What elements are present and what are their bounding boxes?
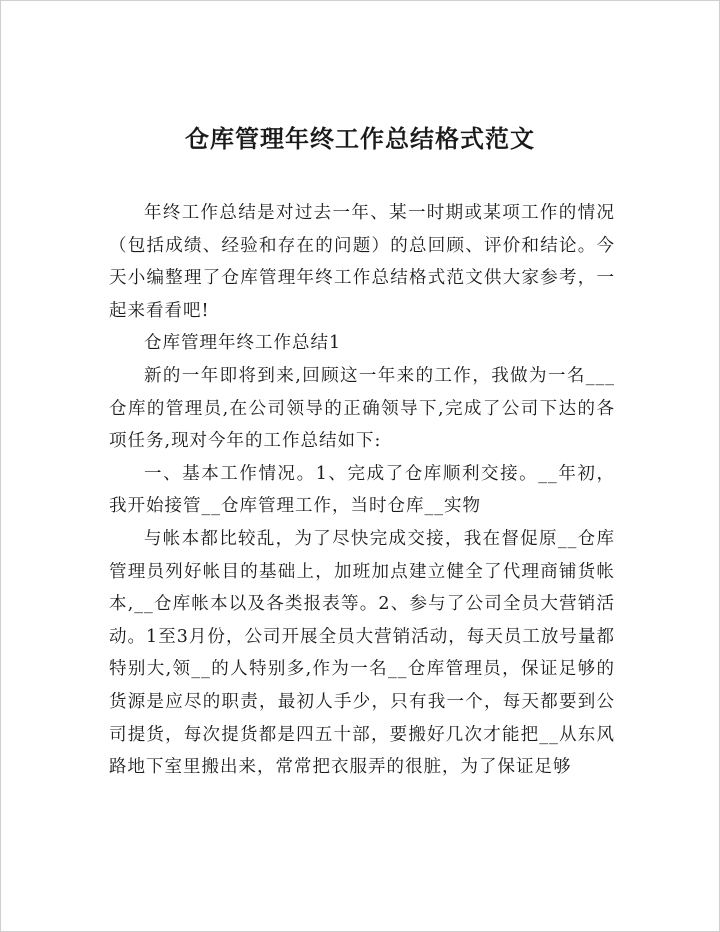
body-paragraph: 新的一年即将到来,回顾这一年来的工作，我做为一名___仓库的管理员,在公司领导的正确领导下,完成了公司下达的各项任务,现对今年的工作总结如下: — [109, 365, 615, 452]
section-heading: 仓库管理年终工作总结1 — [144, 333, 342, 354]
body-paragraph: 一、基本工作情况。1、完成了仓库顺利交接。__年初，我开始接管__仓库管理工作，当时仓库__实物 — [109, 463, 615, 517]
intro-paragraph: 年终工作总结是对过去一年、某一时期或某项工作的情况（包括成绩、经验和存在的问题）的总回顾、评价和结论。今天小编整理了仓库管理年终工作总结格式范文供大家参考，一起来看看吧! — [109, 203, 615, 321]
document-body — [109, 197, 615, 784]
body-paragraph: 与帐本都比较乱，为了尽快完成交接，我在督促原__仓库管理员列好帐目的基础上，加班加点建立健全了代理商铺货帐本,__仓库帐本以及各类报表等。2、参与了公司全员大营销活动。1至3月份，公司开展全员大营销活动，每天员工放号量都特别大,领__的人特别多,作为一名__仓库管理员，保证足够的货源是应尽的职责，最初人手少，只有我一个，每天都要到公司提货，每次提货都是四五十部，要搬好几次才能把__从东风路地下室里搬出来，常常把衣服弄的很脏，为了保证足够 — [109, 528, 615, 778]
document-title: 仓库管理年终工作总结格式范文 — [185, 125, 535, 153]
